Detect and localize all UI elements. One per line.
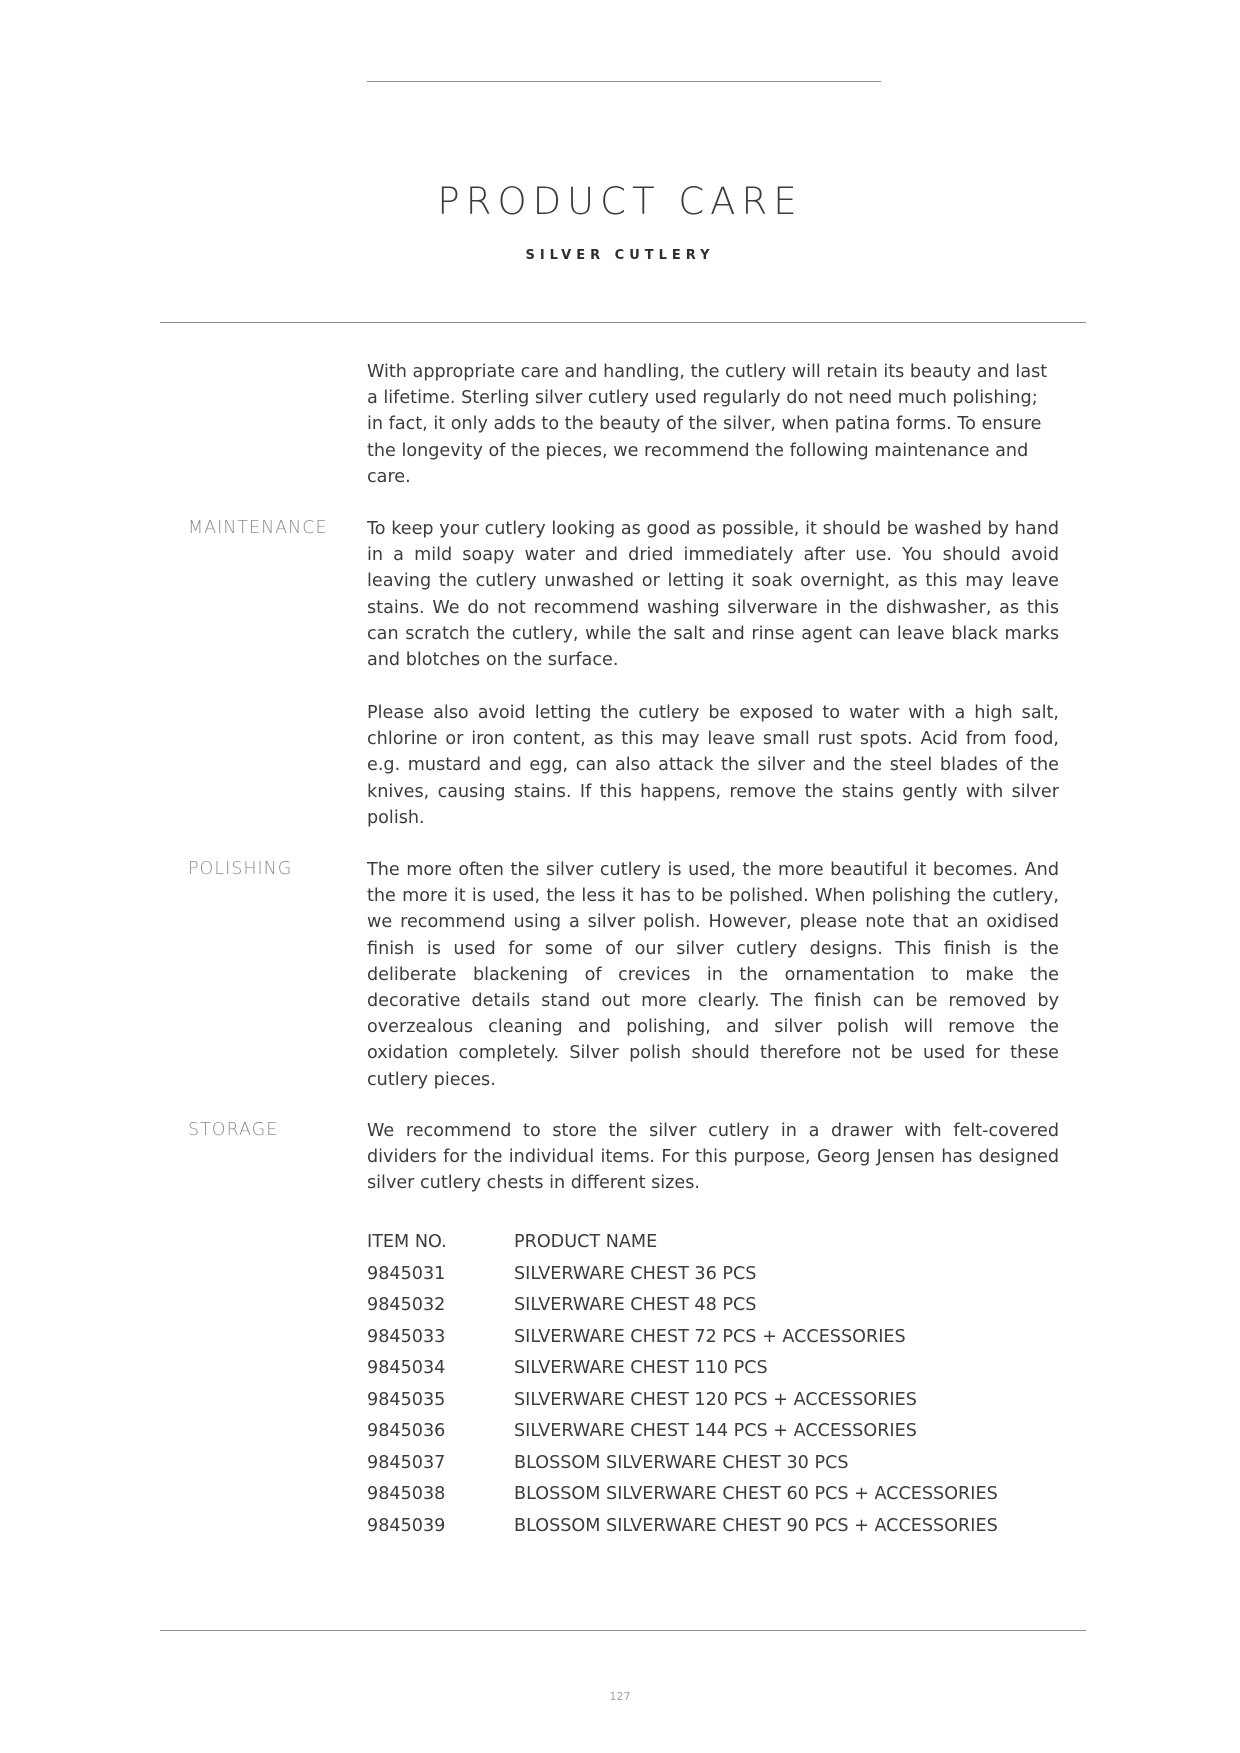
item-number: 9845033 <box>367 1326 446 1347</box>
item-number: 9845037 <box>367 1452 446 1473</box>
product-name: SILVERWARE CHEST 36 PCS <box>514 1263 757 1284</box>
table-row <box>367 1479 998 1511</box>
column-header-item-no: ITEM NO. <box>367 1232 447 1252</box>
product-name: SILVERWARE CHEST 48 PCS <box>514 1295 757 1315</box>
top-divider <box>367 81 881 82</box>
product-name: BLOSSOM SILVERWARE CHEST 30 PCS <box>514 1452 849 1473</box>
product-table <box>367 1227 998 1542</box>
footer-divider <box>160 1630 1086 1631</box>
header-divider <box>160 322 1086 323</box>
table-row <box>367 1353 998 1385</box>
item-number: 9845036 <box>367 1421 446 1441</box>
product-name: SILVERWARE CHEST 120 PCS + ACCESSORIES <box>514 1389 917 1410</box>
product-name: BLOSSOM SILVERWARE CHEST 90 PCS + ACCESSORIES <box>514 1515 998 1536</box>
table-row <box>367 1416 998 1448</box>
maintenance-paragraph-1: To keep your cutlery looking as good as possible, it should be washed by hand in a mild soapy water and dried immediately after use. You should avoid leaving the cutlery unwashed or letting it soak overnight, as this may leave stains. We do not recommend washing silverware in the dishwasher, as this can scratch the cutlery, while the salt and rinse agent can leave black marks and blotches on the surface. <box>367 519 1059 671</box>
page-number: 127 <box>609 1690 631 1703</box>
item-number: 9845034 <box>367 1358 446 1378</box>
polishing-paragraph: The more often the silver cutlery is used, the more beautiful it becomes. And the more it is used, the less it has to be polished. When polishing the cutlery, we recommend using a silver polish. However, please note that an oxidised finish is used for some of our silver cutlery designs. This finish is the deliberate blackening of crevices in the ornamentation to make the decorative details stand out more clearly. The finish can be removed by overzealous cleaning and polishing, and silver polish will remove the oxidation completely. Silver polish should therefore not be used for these cutlery pieces. <box>367 860 1059 1090</box>
table-row <box>367 1385 998 1417</box>
item-number: 9845031 <box>367 1263 446 1284</box>
table-row <box>367 1290 998 1322</box>
item-number: 9845032 <box>367 1295 446 1315</box>
page-subtitle: SILVER CUTLERY <box>525 248 715 263</box>
item-number: 9845039 <box>367 1515 446 1536</box>
table-row <box>367 1322 998 1354</box>
table-header-row <box>367 1227 998 1259</box>
page-title: PRODUCT CARE <box>437 180 803 223</box>
table-row <box>367 1259 998 1291</box>
product-name: SILVERWARE CHEST 110 PCS <box>514 1358 768 1378</box>
section-label-maintenance: MAINTENANCE <box>188 518 328 538</box>
product-name: SILVERWARE CHEST 144 PCS + ACCESSORIES <box>514 1421 917 1441</box>
section-label-storage: STORAGE <box>188 1120 279 1140</box>
column-header-product-name: PRODUCT NAME <box>514 1232 658 1252</box>
storage-paragraph: We recommend to store the silver cutlery in a drawer with felt-covered dividers for the individual items. For this purpose, Georg Jensen has designed silver cutlery chests in different sizes. <box>367 1121 1059 1194</box>
product-name: BLOSSOM SILVERWARE CHEST 60 PCS + ACCESSORIES <box>514 1484 998 1504</box>
item-number: 9845035 <box>367 1389 446 1410</box>
table-row <box>367 1511 998 1543</box>
product-name: SILVERWARE CHEST 72 PCS + ACCESSORIES <box>514 1326 906 1347</box>
intro-paragraph: With appropriate care and handling, the cutlery will retain its beauty and last a lifetime. Sterling silver cutlery used regularly do not need much polishing; in fact, it only adds to the beauty of the silver, when patina forms. To ensure the longevity of the pieces, we recommend the following maintenance and care. <box>367 362 1048 487</box>
section-label-polishing: POLISHING <box>188 859 293 879</box>
table-row <box>367 1448 998 1480</box>
item-number: 9845038 <box>367 1484 446 1504</box>
maintenance-paragraph-2: Please also avoid letting the cutlery be exposed to water with a high salt, chlorine or iron content, as this may leave small rust spots. Acid from food, e.g. mustard and egg, can also attack the silver and the steel blades of the knives, causing stains. If this happens, remove the stains gently with silver polish. <box>367 703 1059 828</box>
